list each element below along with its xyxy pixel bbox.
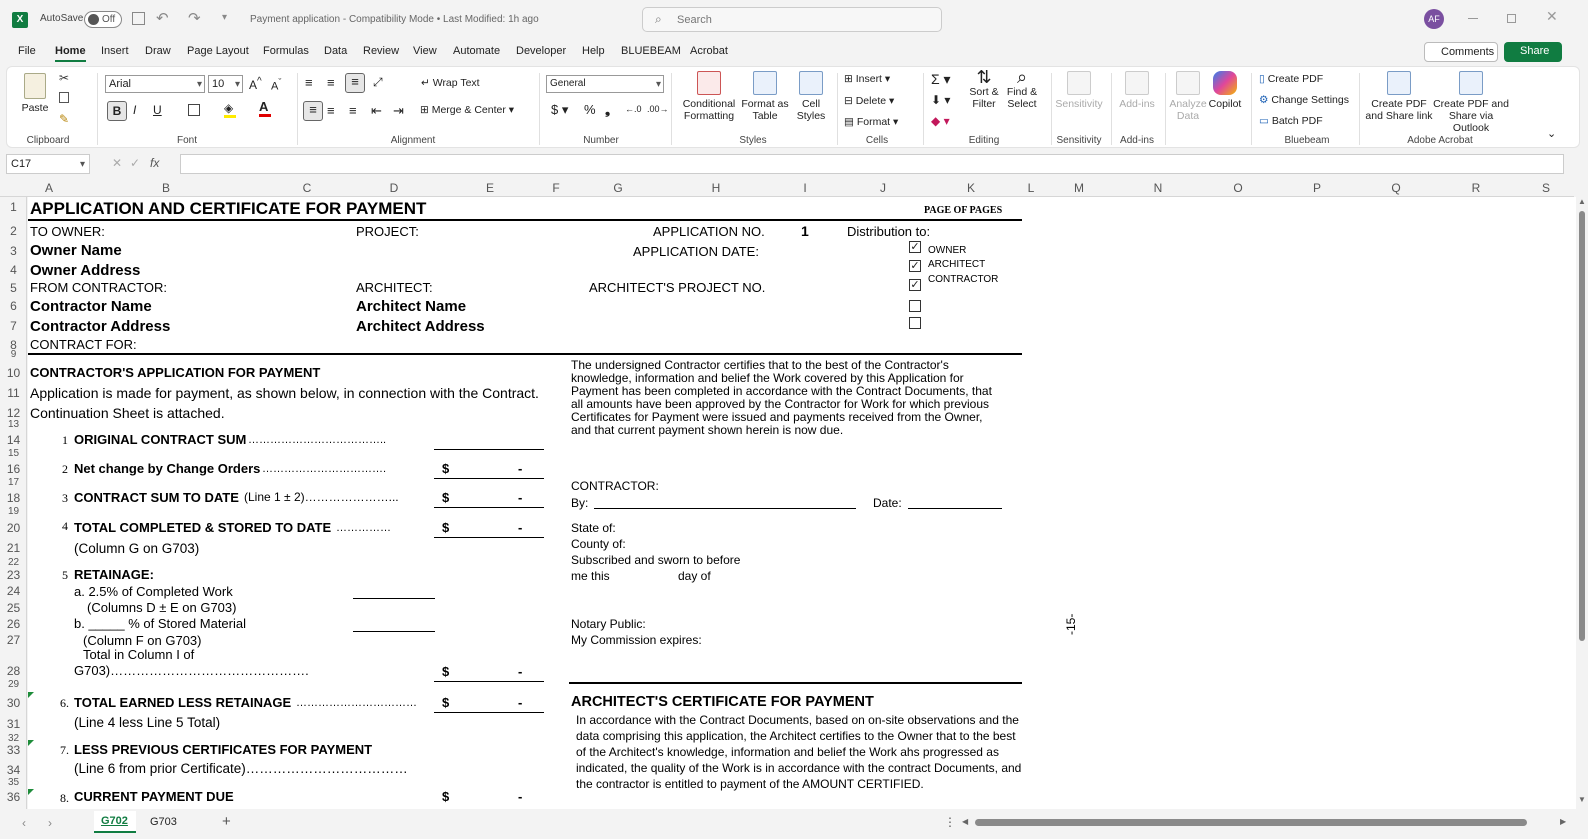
comma-icon[interactable]: ❟ (605, 102, 611, 117)
row-headers (0, 197, 27, 809)
owner-address: Owner Address (30, 262, 141, 279)
column-header[interactable]: P (1312, 181, 1321, 195)
dollar-sign: $ (442, 520, 450, 535)
worksheet-grid[interactable] (28, 197, 1576, 809)
underline-button[interactable]: U (153, 103, 162, 117)
row-header[interactable]: 33 (6, 743, 21, 757)
sensitivity-button: Sensitivity (1055, 71, 1103, 110)
prev-sheet-icon[interactable]: ‹ (22, 816, 26, 830)
create-pdf-share-link-button[interactable]: Create PDF and Share link (1365, 71, 1433, 122)
horizontal-scroll-thumb[interactable] (975, 819, 1527, 826)
item-number: 5 (62, 568, 68, 582)
formula-input[interactable] (180, 154, 1564, 174)
contractor-signature-label: CONTRACTOR: (571, 479, 659, 493)
amount-value: - (518, 520, 523, 535)
format-as-table-button[interactable]: Format as Table (741, 71, 789, 122)
row-header[interactable]: 10 (6, 366, 21, 380)
group-clipboard: Clipboard (26, 135, 70, 146)
decrease-indent-icon[interactable]: ⇤ (371, 103, 382, 118)
batch-icon: ▭ (1259, 115, 1269, 127)
font-name-select[interactable]: Arial ▾ (105, 75, 205, 93)
item-leader: …………… (336, 522, 391, 534)
item-number: 4 (62, 519, 68, 533)
align-middle-icon[interactable]: ≡ (327, 75, 335, 90)
row-header[interactable]: 12 (6, 406, 21, 420)
row-header[interactable]: 28 (6, 664, 21, 678)
row-header[interactable]: 9 (10, 349, 17, 360)
item-7-label: LESS PREVIOUS CERTIFICATES FOR PAYMENT (74, 742, 373, 757)
increase-decimal-icon[interactable]: ←.0 (625, 104, 642, 114)
item-7-subtext: (Line 6 from prior Certificate)……………………………… (74, 761, 408, 776)
row-header[interactable]: 32 (7, 733, 20, 744)
column-header[interactable]: O (1233, 181, 1243, 195)
add-sheet-icon[interactable]: + (222, 813, 231, 830)
copilot-icon (1213, 71, 1237, 95)
architect-name: Architect Name (356, 298, 467, 315)
cell-styles-button[interactable]: Cell Styles (791, 71, 831, 122)
row-header[interactable]: 20 (6, 521, 21, 535)
group-number: Number (583, 135, 619, 146)
column-header[interactable]: F (552, 181, 560, 195)
grow-font-icon[interactable]: A^ (249, 76, 262, 92)
amount-underline (434, 507, 544, 508)
scroll-left-icon[interactable]: ◀ (962, 817, 969, 826)
application-heading: CONTRACTOR'S APPLICATION FOR PAYMENT (30, 365, 321, 380)
row-header[interactable]: 16 (6, 462, 21, 476)
title-rule (28, 219, 1022, 221)
amount-value: - (518, 461, 523, 476)
row-header[interactable]: 5 (10, 281, 17, 295)
align-bottom-icon[interactable]: ≡ (345, 73, 365, 93)
collapse-ribbon-icon[interactable]: ⌄ (1547, 128, 1557, 140)
group-editing: Editing (968, 135, 1000, 146)
home-tab-underline (55, 60, 86, 62)
dollar-sign: $ (442, 461, 450, 476)
date-line (908, 508, 1002, 509)
menu-draw[interactable]: Draw (145, 45, 171, 57)
distribution-contractor: CONTRACTOR (928, 274, 999, 285)
distribution-label: Distribution to: (847, 224, 931, 239)
row-header[interactable]: 3 (10, 244, 17, 258)
menu-automate[interactable]: Automate (453, 45, 501, 57)
page-number-mark: -15- (1064, 613, 1078, 635)
row-header[interactable]: 17 (7, 477, 20, 488)
vertical-scrollbar[interactable] (1576, 197, 1588, 809)
row-header[interactable]: 27 (6, 633, 21, 647)
find-select-button[interactable]: ⌕ Find & Select (1006, 67, 1038, 110)
table-icon (753, 71, 777, 95)
create-pdf-outlook-button[interactable]: Create PDF and Share via Outlook (1433, 71, 1509, 134)
clipboard-icon (24, 73, 46, 99)
conditional-formatting-icon (697, 71, 721, 95)
retainage-a-sub: (Columns D ± E on G703) (87, 600, 237, 615)
insert-function-icon[interactable]: fx (150, 156, 160, 170)
row-header[interactable]: 30 (6, 696, 21, 710)
tab-g703[interactable]: G703 (150, 816, 177, 828)
merge-center-button[interactable]: ⊞ Merge & Center ▾ (420, 104, 515, 116)
project-label: PROJECT: (356, 224, 419, 239)
signature-line (594, 508, 856, 509)
cancel-formula-icon[interactable]: ✕ (112, 156, 123, 170)
group-sensitivity: Sensitivity (1056, 135, 1102, 146)
item-number: 8. (60, 791, 69, 805)
architects-project-no-label: ARCHITECT'S PROJECT NO. (589, 280, 766, 295)
row-header[interactable]: 15 (7, 448, 20, 459)
item-number: 3 (62, 491, 68, 505)
currency-icon[interactable]: $ ▾ (551, 102, 569, 117)
format-painter-icon[interactable]: ✎ (59, 112, 70, 126)
item-number: 2 (62, 462, 68, 476)
architect-certificate-text: In accordance with the Contract Documents, based on on-site observations and the data comprising this application, the Architect certifies to the Owner that to the best of the Architect's knowledge, information and belief the Work ahs progressed as indicated, the quality of the Work is in accordance with the contract Documents, and the contractor is entitled to payment of the AMOUNT CERTIFIED. (576, 713, 1022, 791)
header-rule (28, 353, 1022, 355)
column-header[interactable]: H (711, 181, 721, 195)
amount-value: - (518, 490, 523, 505)
menu-page-layout[interactable]: Page Layout (187, 45, 249, 57)
row-header[interactable]: 8 (10, 338, 17, 352)
menu-review[interactable]: Review (363, 45, 400, 57)
error-indicator-icon (28, 692, 34, 698)
retainage-b: b. _____ % of Stored Material (74, 616, 246, 631)
amount-value: - (518, 789, 523, 804)
menu-file[interactable]: File (18, 45, 36, 57)
item-label: Net change by Change Orders (74, 461, 261, 476)
menu-home[interactable]: Home (55, 45, 86, 57)
contract-for-label: CONTRACT FOR: (30, 337, 137, 352)
owner-name: Owner Name (30, 242, 122, 259)
acrobat-share-icon (1387, 71, 1411, 95)
decrease-decimal-icon[interactable]: .00→ (647, 104, 669, 114)
menu-data[interactable]: Data (324, 45, 348, 57)
confirm-formula-icon[interactable]: ✓ (130, 156, 141, 170)
column-header[interactable]: I (803, 181, 807, 195)
retainage-total-2: G703)………………………………………. (74, 663, 309, 678)
wrap-text-button[interactable]: ↵ Wrap Text (421, 77, 480, 89)
comments-button[interactable]: Comments (1424, 42, 1498, 62)
document-title[interactable]: Payment application - Compatibility Mode • Last Modified: 1h ago (250, 14, 539, 25)
retainage-b-underline (353, 631, 435, 632)
row-header[interactable]: 34 (6, 763, 21, 777)
contractor-certification: The undersigned Contractor certifies that to the best of the Contractor's knowledge, information and belief the Work covered by this Application for Payment has been completed in accordance with the Contract Documents, that all amounts have been approved by the Contractor for Work for which previous Certificates for Payment were issued and payments received from the Owner, and that current payment shown herein is now due. (571, 358, 992, 437)
row-header[interactable]: 24 (6, 584, 21, 598)
application-no-value: 1 (801, 223, 809, 239)
borders-icon[interactable] (188, 104, 200, 116)
row-header[interactable]: 13 (7, 419, 20, 430)
date-label: Date: (873, 496, 902, 510)
menu-bluebeam[interactable]: BLUEBEAM (621, 45, 681, 57)
search-icon: ⌕ (655, 12, 662, 26)
state-label: State of: (571, 521, 616, 535)
ribbon (6, 66, 1580, 148)
clear-icon[interactable]: ◆ ▾ (931, 114, 950, 128)
retainage-a-underline (353, 598, 435, 599)
sensitivity-icon (1067, 71, 1091, 95)
by-label: By: (571, 496, 589, 510)
dollar-sign: $ (442, 664, 450, 679)
chevron-down-icon: ▾ (196, 79, 202, 90)
redo-icon[interactable]: ↷ (188, 10, 201, 27)
amount-value: - (518, 695, 523, 710)
item-leader: ……………………………….. (248, 434, 387, 446)
menu-formulas[interactable]: Formulas (263, 45, 309, 57)
undo-icon[interactable]: ↶ (156, 10, 169, 27)
item-number: 6. (60, 696, 69, 710)
cell-styles-icon (799, 71, 823, 95)
group-styles: Styles (739, 135, 767, 146)
row-header[interactable]: 2 (10, 224, 17, 238)
retainage-b-sub: (Column F on G703) (83, 633, 202, 648)
column-header[interactable]: J (880, 181, 886, 195)
add-ins-button: Add-ins (1117, 71, 1157, 110)
chevron-down-icon: ▾ (655, 79, 661, 90)
chevron-down-icon: ▾ (234, 79, 240, 90)
item-6-subtext: (Line 4 less Line 5 Total) (74, 715, 221, 730)
distribution-architect: ARCHITECT (928, 259, 986, 270)
contractor-name: Contractor Name (30, 298, 152, 315)
increase-indent-icon[interactable]: ⇥ (393, 103, 404, 118)
copilot-button[interactable]: Copilot (1207, 71, 1243, 110)
architect-label: ARCHITECT: (356, 280, 433, 295)
menu-insert[interactable]: Insert (101, 45, 129, 57)
item-leader: ……………………………. (262, 463, 387, 475)
commission-label: My Commission expires: (571, 633, 702, 647)
row-header[interactable]: 31 (6, 717, 21, 731)
row-header[interactable]: 1 (10, 200, 17, 214)
row-header[interactable]: 36 (6, 790, 21, 804)
menu-developer[interactable]: Developer (516, 45, 567, 57)
vertical-scroll-thumb[interactable] (1579, 211, 1585, 641)
column-header[interactable]: K (966, 181, 975, 195)
checkbox-architect[interactable]: ✓ (910, 260, 920, 272)
day-of-text: day of (678, 569, 711, 583)
item-number: 1 (62, 433, 68, 447)
retainage-heading: RETAINAGE: (74, 567, 154, 582)
row-header[interactable]: 4 (10, 263, 17, 277)
certificate-divider (569, 682, 1022, 684)
scroll-down-icon[interactable]: ▼ (1578, 795, 1586, 804)
restore-icon[interactable] (1507, 14, 1516, 23)
customize-qat-icon[interactable]: ▾ (222, 12, 228, 23)
column-header[interactable]: S (1541, 181, 1550, 195)
error-indicator-icon (28, 789, 34, 795)
row-header[interactable]: 11 (7, 386, 20, 400)
pdf-icon: ▯ (1259, 73, 1265, 85)
column-header[interactable]: L (1027, 181, 1035, 195)
align-center-icon[interactable]: ≡ (327, 103, 335, 118)
checkbox-empty-2[interactable] (909, 317, 921, 329)
delete-cells-button[interactable]: ⊟ Delete ▾ (844, 95, 895, 107)
font-size-select[interactable]: 10 ▾ (208, 75, 243, 93)
magnifier-icon: ⌕ (1016, 67, 1028, 87)
group-font: Font (176, 135, 197, 146)
row-header[interactable]: 18 (6, 491, 21, 505)
change-settings-button[interactable]: ⚙ Change Settings (1259, 94, 1349, 106)
item-number: 7. (60, 743, 69, 757)
group-add-ins: Add-ins (1120, 135, 1154, 146)
formula-bar (0, 153, 1588, 177)
amount-value: - (518, 664, 523, 679)
paste-button[interactable]: Paste (17, 73, 53, 114)
row-header[interactable]: 21 (6, 541, 21, 555)
insert-cells-button[interactable]: ⊞ Insert ▾ (844, 73, 891, 85)
orientation-icon[interactable]: ⤢ (373, 75, 383, 89)
amount-underline (434, 681, 544, 682)
from-contractor-label: FROM CONTRACTOR: (30, 280, 167, 295)
row-header[interactable]: 23 (6, 568, 21, 582)
application-line-1: Application is made for payment, as shown below, in connection with the Contract. (30, 385, 539, 401)
search-box[interactable]: ⌕ Search (642, 7, 942, 32)
amount-underline (434, 449, 544, 450)
font-color-icon[interactable]: A (259, 99, 271, 117)
row-header[interactable]: 29 (7, 679, 20, 690)
chevron-down-icon: ▾ (79, 159, 85, 170)
checkbox-owner[interactable]: ✓ (910, 241, 920, 253)
column-header[interactable]: M (1074, 181, 1084, 195)
item-6-label: TOTAL EARNED LESS RETAINAGE (74, 695, 292, 710)
amount-underline (434, 712, 544, 713)
item-label: CONTRACT SUM TO DATE (74, 490, 239, 505)
architect-certificate-heading: ARCHITECT'S CERTIFICATE FOR PAYMENT (571, 694, 874, 710)
menu-help[interactable]: Help (582, 45, 605, 57)
item-label: ORIGINAL CONTRACT SUM (74, 432, 247, 447)
menu-bar (0, 40, 1588, 65)
contractor-address: Contractor Address (30, 318, 171, 335)
column-header[interactable]: D (389, 181, 399, 195)
name-box[interactable]: C17 ▾ (6, 154, 90, 174)
retainage-total-1: Total in Column I of (83, 647, 195, 662)
scroll-right-icon[interactable]: ▶ (1560, 817, 1567, 826)
group-cells: Cells (865, 135, 889, 146)
autosave-label: AutoSave (40, 13, 84, 24)
fill-icon[interactable]: ⬇ ▾ (931, 93, 951, 107)
column-header[interactable]: B (161, 181, 170, 195)
page-of-pages: PAGE OF PAGES (924, 205, 1003, 216)
distribution-owner: OWNER (928, 245, 967, 256)
item-label: TOTAL COMPLETED & STORED TO DATE (74, 520, 332, 535)
row-header[interactable]: 7 (10, 319, 17, 333)
percent-icon[interactable]: % (584, 102, 596, 117)
item-8-label: CURRENT PAYMENT DUE (74, 789, 234, 804)
close-icon[interactable]: ✕ (1546, 8, 1558, 24)
row-header[interactable]: 25 (6, 601, 21, 615)
row-header[interactable]: 19 (7, 506, 20, 517)
avatar[interactable]: AF (1424, 9, 1444, 29)
subscribed-text: Subscribed and sworn to before (571, 553, 741, 567)
tab-bar-options-icon[interactable]: ⋮ (944, 815, 956, 829)
group-alignment: Alignment (390, 135, 436, 146)
excel-logo-icon: X (12, 12, 28, 28)
dollar-sign: $ (442, 695, 450, 710)
save-icon[interactable] (132, 12, 145, 25)
title-bar (0, 0, 1588, 40)
column-header[interactable]: A (44, 181, 53, 195)
application-date-label: APPLICATION DATE: (633, 244, 759, 259)
row-header[interactable]: 6 (10, 299, 17, 313)
sort-filter-button[interactable]: ⇅ Sort & Filter (969, 67, 999, 110)
sheet-tab-bar (0, 811, 1588, 839)
italic-button[interactable]: I (133, 103, 137, 117)
to-owner-label: TO OWNER: (30, 224, 105, 239)
column-header[interactable]: C (302, 181, 312, 195)
application-no-label: APPLICATION NO. (653, 224, 765, 239)
column-header[interactable]: Q (1391, 181, 1401, 195)
application-line-2: Continuation Sheet is attached. (30, 405, 225, 421)
checkbox-contractor[interactable]: ✓ (910, 279, 920, 291)
dollar-sign: $ (442, 490, 450, 505)
dollar-sign: $ (442, 789, 450, 804)
number-format-select[interactable]: General ▾ (546, 75, 664, 93)
settings-icon: ⚙ (1259, 94, 1269, 106)
row-header[interactable]: 14 (6, 433, 21, 447)
copy-icon[interactable] (59, 92, 69, 103)
amount-underline (434, 537, 544, 538)
row-header[interactable]: 22 (7, 557, 20, 568)
conditional-formatting-button[interactable]: Conditional Formatting (678, 71, 740, 122)
align-top-icon[interactable]: ≡ (305, 75, 313, 90)
acrobat-outlook-icon (1459, 71, 1483, 95)
cut-icon[interactable]: ✂ (59, 71, 70, 85)
fill-color-icon[interactable]: ◈ (224, 101, 236, 118)
checkbox-empty-1[interactable] (909, 300, 921, 312)
bold-button[interactable]: B (107, 101, 127, 121)
column-header[interactable]: E (485, 181, 494, 195)
shrink-font-icon[interactable]: $A^ˇ$ (271, 77, 282, 93)
analyze-data-button: Analyze Data (1169, 71, 1207, 122)
error-indicator-icon (28, 740, 34, 746)
row-header[interactable]: 26 (6, 617, 21, 631)
menu-view[interactable]: View (413, 45, 437, 57)
next-sheet-icon[interactable]: › (48, 816, 52, 830)
amount-underline (434, 478, 544, 479)
add-ins-icon (1125, 71, 1149, 95)
retainage-a: a. 2.5% of Completed Work (74, 584, 233, 599)
group-adobe-acrobat: Adobe Acrobat (1407, 135, 1473, 146)
autosum-icon[interactable]: Σ ▾ (931, 71, 951, 87)
county-label: County of: (571, 537, 626, 551)
item-4-subtext: (Column G on G703) (74, 541, 200, 556)
scroll-up-icon[interactable]: ▲ (1578, 197, 1586, 206)
autosave-toggle[interactable]: Off (84, 11, 122, 28)
create-pdf-button[interactable]: ▯ Create PDF (1259, 73, 1324, 85)
notary-label: Notary Public: (571, 617, 646, 631)
item-6-leader: …………………………… (296, 697, 417, 709)
share-button[interactable]: Share (1504, 42, 1562, 62)
form-title: APPLICATION AND CERTIFICATE FOR PAYMENT (30, 199, 427, 218)
architect-address: Architect Address (356, 318, 485, 335)
me-this-text: me this (571, 569, 610, 583)
align-left-icon[interactable]: ≡ (303, 101, 323, 121)
align-right-icon[interactable]: ≡ (349, 103, 357, 118)
format-cells-button[interactable]: ▤ Format ▾ (844, 116, 899, 128)
menu-acrobat[interactable]: Acrobat (690, 45, 728, 57)
column-headers (0, 180, 1574, 197)
group-bluebeam: Bluebeam (1284, 135, 1330, 146)
analyze-data-icon (1176, 71, 1200, 95)
item-leader: (Line 1 ± 2)…………………... (244, 490, 399, 504)
sort-icon: ⇅ (976, 67, 992, 87)
batch-pdf-button[interactable]: ▭ Batch PDF (1259, 115, 1323, 127)
column-header[interactable]: G (613, 181, 623, 195)
tab-g702[interactable]: G702 (94, 811, 136, 833)
column-header[interactable]: R (1471, 181, 1481, 195)
column-header[interactable]: N (1153, 181, 1163, 195)
row-header[interactable]: 35 (7, 777, 20, 788)
minimize-icon[interactable] (1468, 18, 1478, 19)
